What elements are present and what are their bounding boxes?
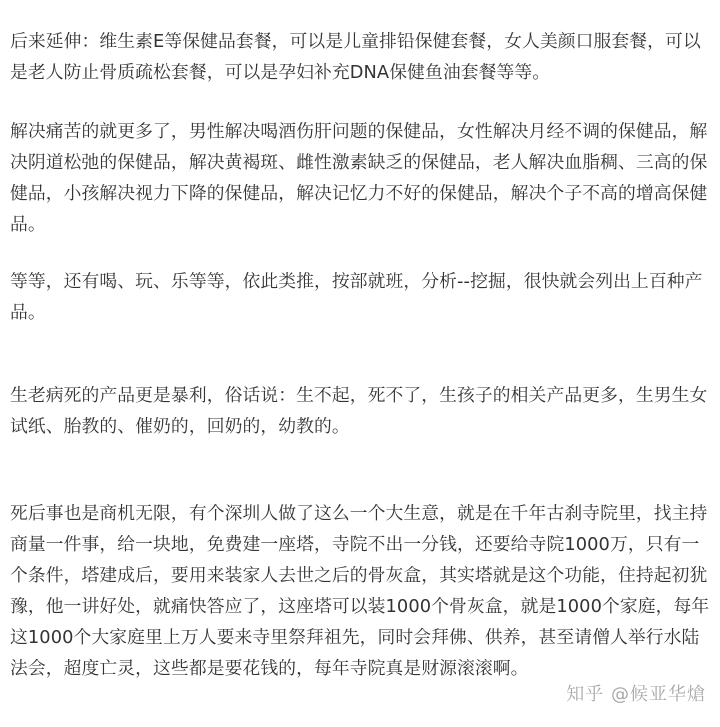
paragraph-birth-aging: 生老病死的产品更是暴利，俗话说：生不起，死不了，生孩子的相关产品更多，生男生女试纸、胎教的、催奶的，回奶的，幼教的。: [10, 385, 708, 437]
paragraph-afterlife-business: 死后事也是商机无限，有个深圳人做了这么一个大生意，就是在千年古刹寺院里，找主持商量一件事，给一块地，免费建一座塔，寺院不出一分钱，还要给寺院1000万，只有一个条件，塔建成后，要用来装家人去世之后的骨灰盒，其实塔就是这个功能，住持起初犹豫，他一讲好处，就痛快答应了，这座塔可以装1000个骨灰盒，就是1000个家庭，每年这1000个大家庭里上万人要来寺里祭拜祖先，同时会拜佛、供养，甚至请僧人举行水陆法会，超度亡灵，这些都是要花钱的，每年寺院真是财源滚滚啊。: [10, 503, 710, 679]
paragraph-more-products: 等等，还有喝、玩、乐等等，依此类推，按部就班，分析--挖掘，很快就会列出上百种产品。: [10, 271, 703, 323]
paragraph-extension-packages: 后来延伸：维生素E等保健品套餐，可以是儿童排铅保健套餐，女人美颜口服套餐，可以是老人防止骨质疏松套餐，可以是孕妇补充DNA保健鱼油套餐等等。: [10, 31, 701, 83]
paragraph-pain-solutions: 解决痛苦的就更多了，男性解决喝酒伤肝问题的保健品，女性解决月经不调的保健品，解决阴道松弛的保健品，解决黄褐斑、雌性激素缺乏的保健品，老人解决血脂稠、三高的保健品，小孩解决视力下降的保健品，解决记忆力不好的保健品，解决个子不高的增高保健品。: [10, 121, 708, 235]
zhihu-watermark: 知乎 @候亚华熗: [566, 684, 706, 705]
